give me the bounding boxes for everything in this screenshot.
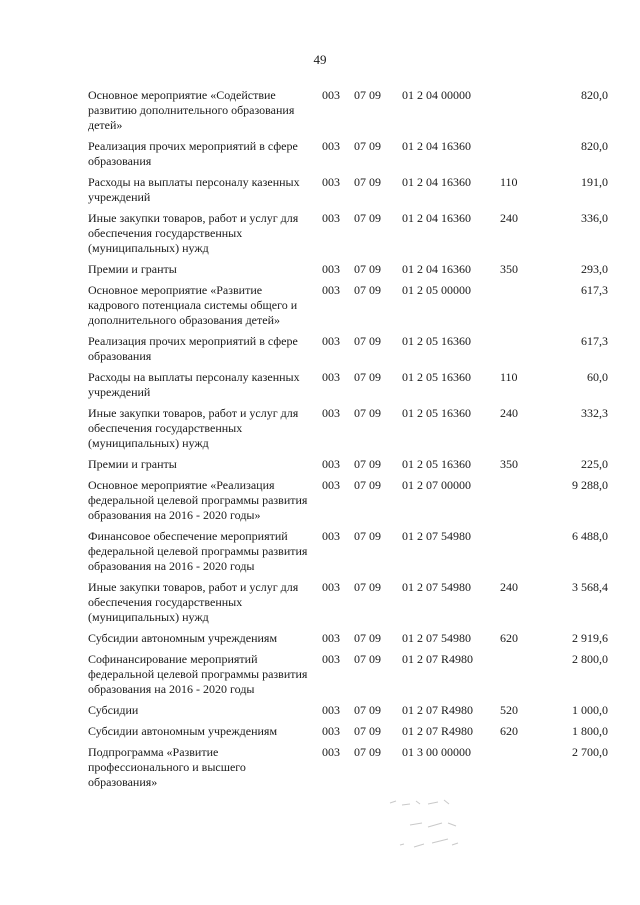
expense-name-cell: Иные закупки товаров, работ и услуг для обеспечения государственных (муниципальных) нужд xyxy=(88,580,299,624)
table-row xyxy=(88,631,608,646)
expense-name-cell: Подпрограмма «Развитие профессионального и высшего образования» xyxy=(88,745,246,789)
org-code-cell: 003 xyxy=(322,88,340,102)
expense-type-cell: 520 xyxy=(500,703,518,717)
target-article-cell: 01 2 05 00000 xyxy=(402,283,471,297)
org-code-cell: 003 xyxy=(322,283,340,297)
section-code-cell: 07 09 xyxy=(354,211,381,225)
expense-name-cell: Основное мероприятие «Развитие кадрового потенциала системы общего и дополнительного образования детей» xyxy=(88,283,298,327)
target-article-cell: 01 2 07 R4980 xyxy=(402,652,474,666)
expense-name-cell: Премии и гранты xyxy=(88,262,177,276)
expense-name-cell: Софинансирование мероприятий федеральной целевой программы развития образования на 2016 - 2020 годы xyxy=(88,652,308,696)
expense-name-cell: Субсидии автономным учреждениям xyxy=(88,724,278,738)
expense-type-cell: 240 xyxy=(500,406,518,420)
expense-name-cell: Финансовое обеспечение мероприятий федеральной целевой программы развития образования на 2016 - 2020 годы xyxy=(88,529,308,573)
amount-cell: 2 919,6 xyxy=(572,631,608,645)
org-code-cell: 003 xyxy=(322,580,340,594)
target-article-cell: 01 2 07 00000 xyxy=(402,478,471,492)
target-article-cell: 01 2 05 16360 xyxy=(402,370,471,384)
section-code-cell: 07 09 xyxy=(354,478,381,492)
section-code-cell: 07 09 xyxy=(354,580,381,594)
expense-type-cell: 240 xyxy=(500,580,518,594)
section-code-cell: 07 09 xyxy=(354,88,381,102)
expense-name-cell: Реализация прочих мероприятий в сфере образования xyxy=(88,334,298,363)
org-code-cell: 003 xyxy=(322,370,340,384)
org-code-cell: 003 xyxy=(322,406,340,420)
expense-type-cell: 110 xyxy=(500,370,518,384)
table-row xyxy=(88,139,608,169)
section-code-cell: 07 09 xyxy=(354,139,381,153)
target-article-cell: 01 2 07 R4980 xyxy=(402,724,474,738)
amount-cell: 820,0 xyxy=(581,139,608,153)
expense-name-cell: Субсидии автономным учреждениям xyxy=(88,631,278,645)
expense-name-cell: Расходы на выплаты персоналу казенных учреждений xyxy=(88,175,300,204)
org-code-cell: 003 xyxy=(322,529,340,543)
amount-cell: 617,3 xyxy=(581,283,608,297)
target-article-cell: 01 3 00 00000 xyxy=(402,745,471,759)
section-code-cell: 07 09 xyxy=(354,283,381,297)
scan-noise-marks xyxy=(380,795,500,855)
org-code-cell: 003 xyxy=(322,334,340,348)
target-article-cell: 01 2 07 54980 xyxy=(402,631,471,645)
section-code-cell: 07 09 xyxy=(354,745,381,759)
expense-name-cell: Основное мероприятие «Реализация федеральной целевой программы развития образования на 2016 - 2020 годы» xyxy=(88,478,308,522)
expense-type-cell: 620 xyxy=(500,724,518,738)
amount-cell: 2 700,0 xyxy=(572,745,608,759)
table-row xyxy=(88,370,608,400)
table-row xyxy=(88,580,608,625)
page-number: 49 xyxy=(313,52,327,67)
amount-cell: 3 568,4 xyxy=(572,580,608,594)
expense-type-cell: 620 xyxy=(500,631,518,645)
target-article-cell: 01 2 04 16360 xyxy=(402,139,471,153)
target-article-cell: 01 2 04 16360 xyxy=(402,211,471,225)
expense-name-cell: Иные закупки товаров, работ и услуг для обеспечения государственных (муниципальных) нужд xyxy=(88,211,299,255)
section-code-cell: 07 09 xyxy=(354,370,381,384)
amount-cell: 617,3 xyxy=(581,334,608,348)
section-code-cell: 07 09 xyxy=(354,457,381,471)
expense-name-cell: Расходы на выплаты персоналу казенных учреждений xyxy=(88,370,300,399)
target-article-cell: 01 2 04 16360 xyxy=(402,262,471,276)
target-article-cell: 01 2 05 16360 xyxy=(402,406,471,420)
amount-cell: 1 800,0 xyxy=(572,724,608,738)
org-code-cell: 003 xyxy=(322,139,340,153)
expense-name-cell: Реализация прочих мероприятий в сфере образования xyxy=(88,139,298,168)
table-row xyxy=(88,529,608,574)
org-code-cell: 003 xyxy=(322,175,340,189)
table-row xyxy=(88,283,608,328)
org-code-cell: 003 xyxy=(322,703,340,717)
org-code-cell: 003 xyxy=(322,478,340,492)
target-article-cell: 01 2 05 16360 xyxy=(402,457,471,471)
amount-cell: 225,0 xyxy=(581,457,608,471)
table-row xyxy=(88,745,608,790)
amount-cell: 820,0 xyxy=(581,88,608,102)
amount-cell: 6 488,0 xyxy=(572,529,608,543)
expense-name-cell: Субсидии xyxy=(88,703,139,717)
target-article-cell: 01 2 07 54980 xyxy=(402,580,471,594)
expense-name-cell: Иные закупки товаров, работ и услуг для обеспечения государственных (муниципальных) нужд xyxy=(88,406,299,450)
table-row xyxy=(88,262,608,277)
section-code-cell: 07 09 xyxy=(354,724,381,738)
org-code-cell: 003 xyxy=(322,262,340,276)
amount-cell: 336,0 xyxy=(581,211,608,225)
expense-name-cell: Премии и гранты xyxy=(88,457,177,471)
section-code-cell: 07 09 xyxy=(354,652,381,666)
section-code-cell: 07 09 xyxy=(354,529,381,543)
table-row xyxy=(88,652,608,697)
amount-cell: 191,0 xyxy=(581,175,608,189)
amount-cell: 2 800,0 xyxy=(572,652,608,666)
table-row xyxy=(88,211,608,256)
table-row xyxy=(88,724,608,739)
amount-cell: 293,0 xyxy=(581,262,608,276)
section-code-cell: 07 09 xyxy=(354,631,381,645)
org-code-cell: 003 xyxy=(322,745,340,759)
table-row xyxy=(88,175,608,205)
table-row xyxy=(88,406,608,451)
amount-cell: 332,3 xyxy=(581,406,608,420)
amount-cell: 9 288,0 xyxy=(572,478,608,492)
org-code-cell: 003 xyxy=(322,631,340,645)
section-code-cell: 07 09 xyxy=(354,703,381,717)
section-code-cell: 07 09 xyxy=(354,334,381,348)
expense-type-cell: 240 xyxy=(500,211,518,225)
amount-cell: 1 000,0 xyxy=(572,703,608,717)
section-code-cell: 07 09 xyxy=(354,262,381,276)
table-row xyxy=(88,334,608,364)
org-code-cell: 003 xyxy=(322,724,340,738)
table-row xyxy=(88,703,608,718)
org-code-cell: 003 xyxy=(322,211,340,225)
expense-name-cell: Основное мероприятие «Содействие развитию дополнительного образования детей» xyxy=(88,88,295,132)
expense-type-cell: 350 xyxy=(500,262,518,276)
amount-cell: 60,0 xyxy=(587,370,608,384)
org-code-cell: 003 xyxy=(322,457,340,471)
target-article-cell: 01 2 05 16360 xyxy=(402,334,471,348)
org-code-cell: 003 xyxy=(322,652,340,666)
target-article-cell: 01 2 07 R4980 xyxy=(402,703,474,717)
target-article-cell: 01 2 07 54980 xyxy=(402,529,471,543)
table-row xyxy=(88,478,608,523)
section-code-cell: 07 09 xyxy=(354,175,381,189)
section-code-cell: 07 09 xyxy=(354,406,381,420)
budget-table xyxy=(88,88,608,796)
target-article-cell: 01 2 04 16360 xyxy=(402,175,471,189)
expense-type-cell: 350 xyxy=(500,457,518,471)
table-row xyxy=(88,88,608,133)
table-row xyxy=(88,457,608,472)
expense-type-cell: 110 xyxy=(500,175,518,189)
target-article-cell: 01 2 04 00000 xyxy=(402,88,471,102)
